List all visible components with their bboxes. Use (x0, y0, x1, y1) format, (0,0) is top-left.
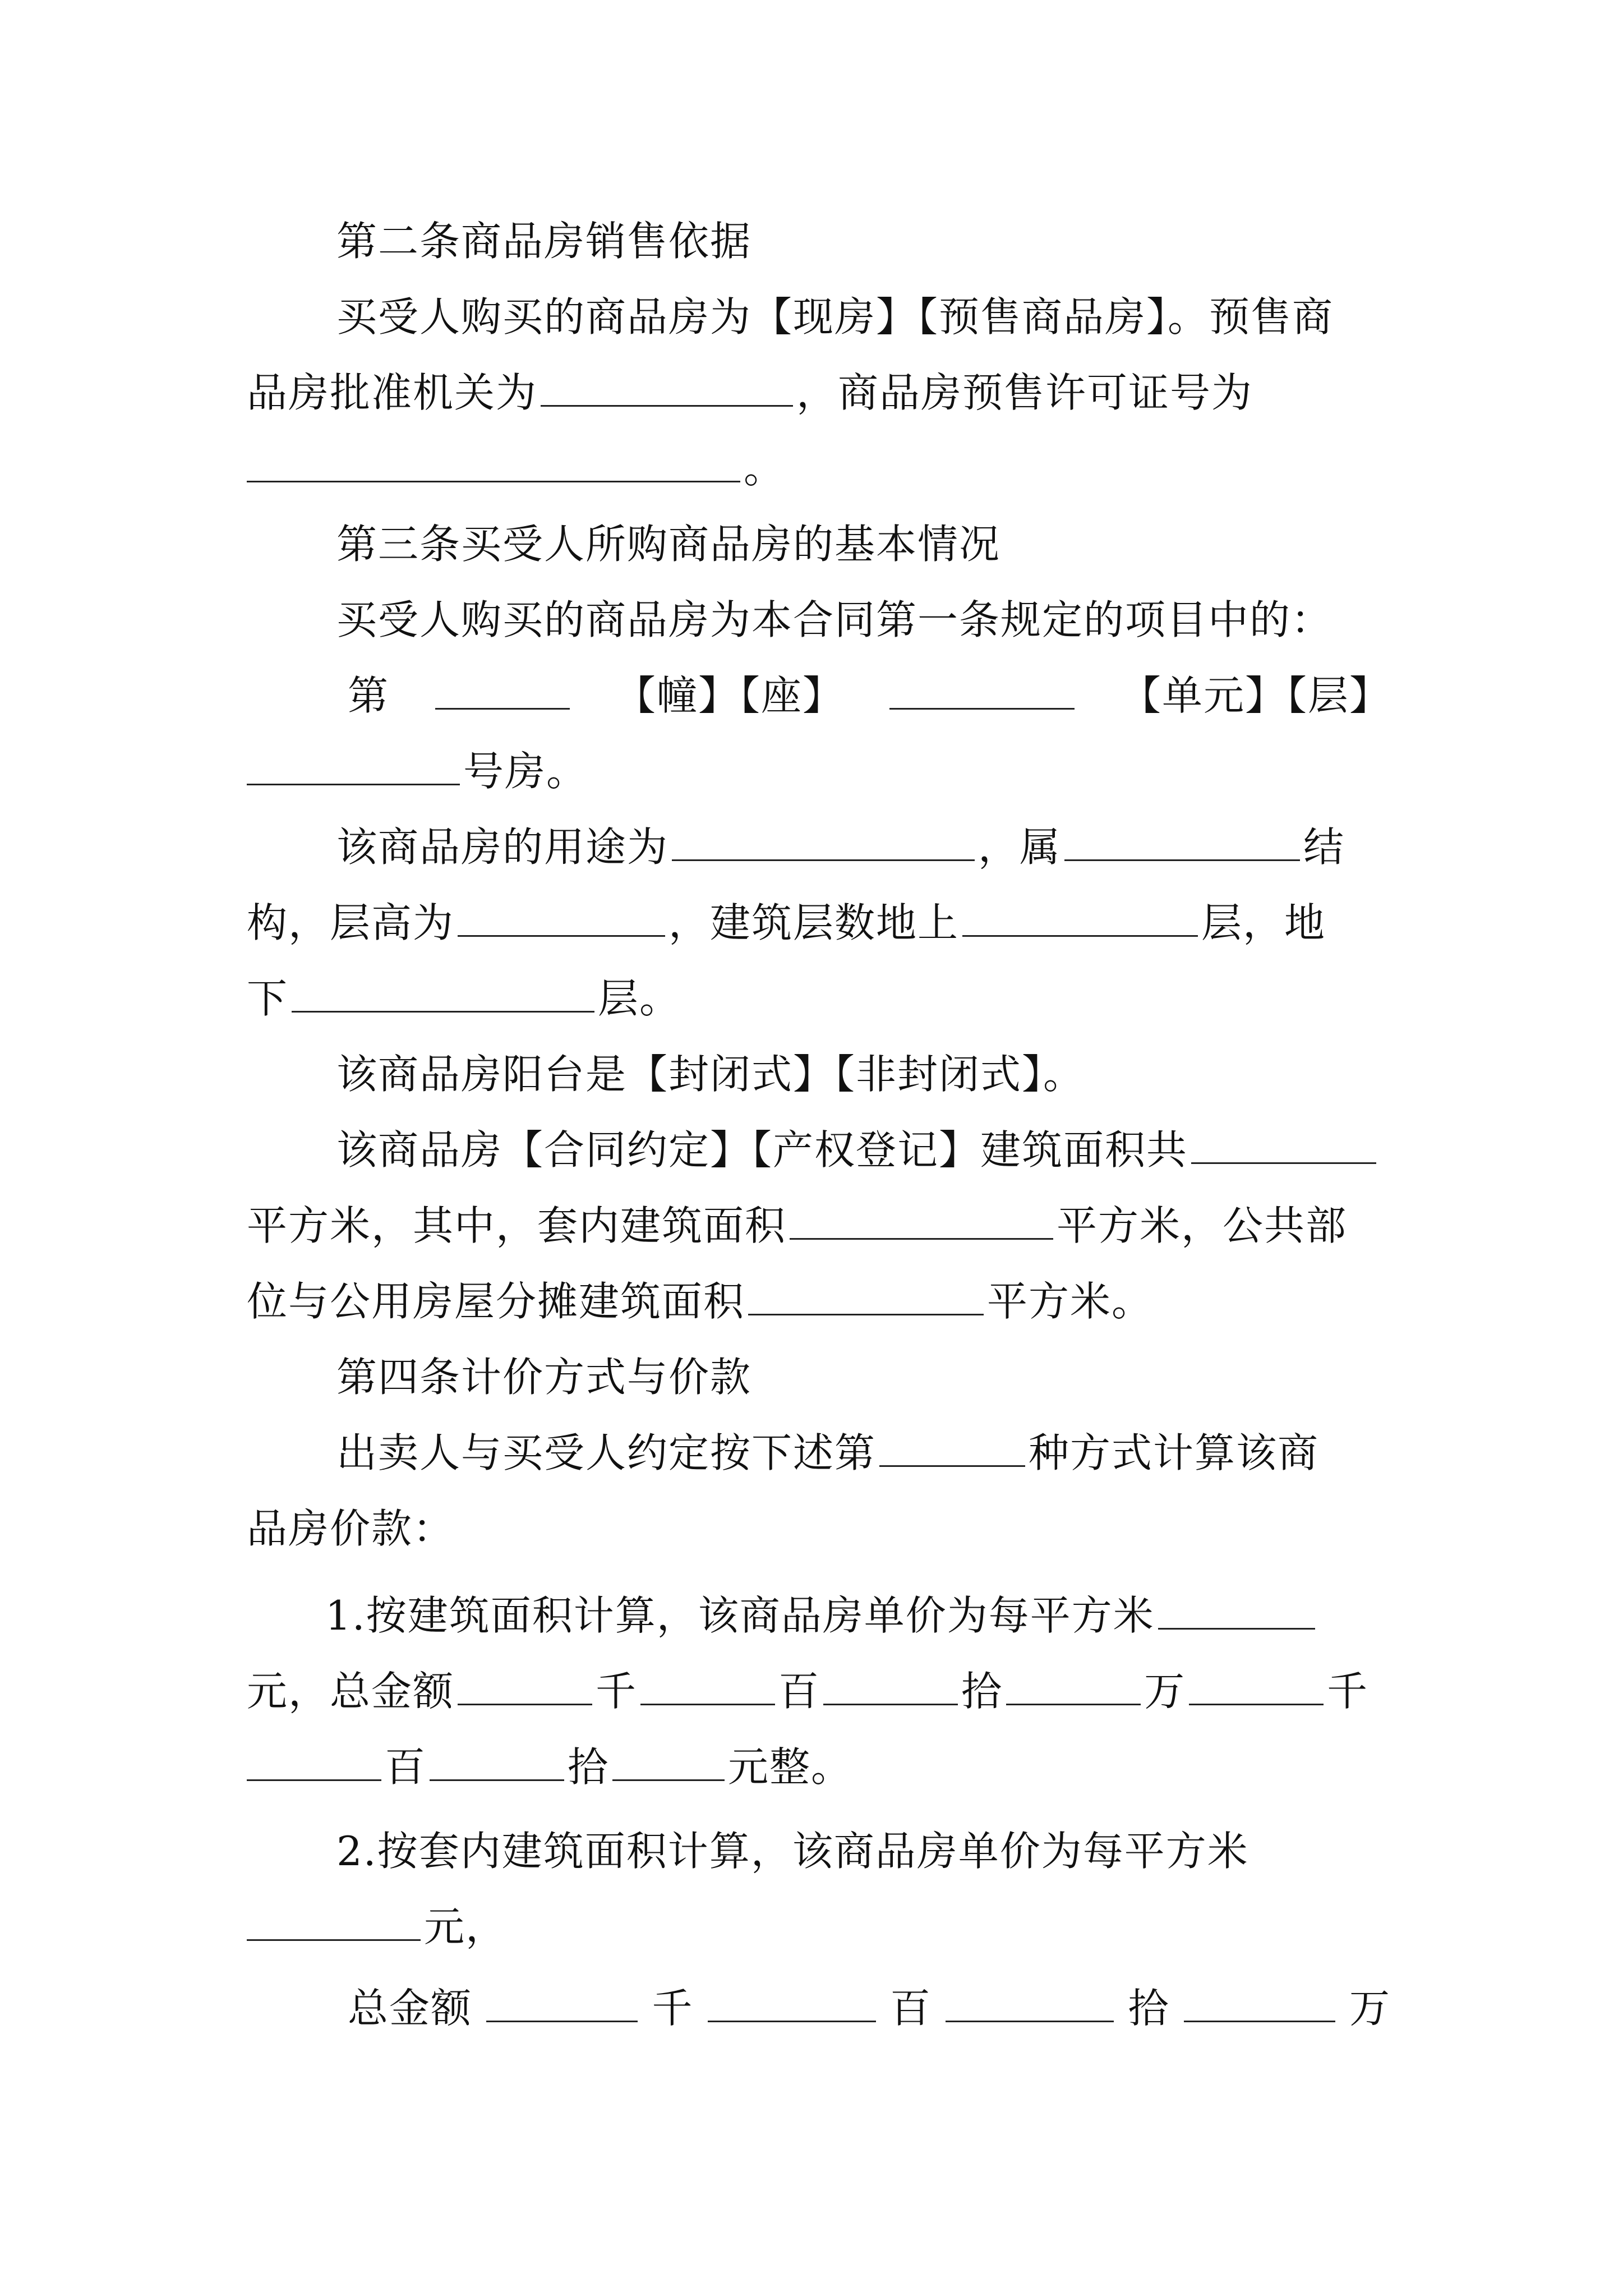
article-3-paragraph-line-4: 该商品房的用途为 ，属 结 (336, 813, 1345, 881)
article-4-paragraph-line-4: 元，总金额 千 百 拾 万 千 (247, 1658, 1368, 1725)
article-3-title: 第三条买受人所购商品房的基本情况 (336, 521, 1001, 568)
blank-total-area[interactable] (1191, 1117, 1376, 1164)
article-2-paragraph-line-1: 买受人购买的商品房为【现房】【预售商品房】。预售商 (336, 293, 1334, 341)
article-4-paragraph-line-2: 品房价款： (247, 1505, 455, 1552)
article-4-paragraph-line-5: 百 拾 元整。 (247, 1733, 852, 1801)
blank-unit-no[interactable] (889, 663, 1075, 710)
article-4-paragraph-line-3: 1.按建筑面积计算，该商品房单价为每平方米 (325, 1582, 1318, 1649)
blank-amount-1-ten[interactable] (430, 1734, 564, 1781)
blank-room-no[interactable] (247, 739, 460, 785)
article-4-title: 第四条计价方式与价款 (336, 1354, 752, 1401)
article-4-paragraph-line-8: 总金额 千 百 拾 万 (348, 1975, 1391, 2042)
blank-approval-authority[interactable] (541, 360, 793, 407)
article-3-paragraph-line-7: 该商品房阳台是【封闭式】【非封闭式】。 (336, 1051, 1085, 1098)
blank-amount-1-ten-wan[interactable] (823, 1659, 958, 1705)
blank-inner-area[interactable] (790, 1193, 1053, 1240)
blank-unit-price-2[interactable] (247, 1894, 421, 1941)
blank-amount-1-thousand-wan[interactable] (458, 1659, 592, 1705)
article-4-paragraph-line-7: 元， (247, 1893, 507, 1961)
blank-amount-2-thousand-wan[interactable] (486, 1976, 638, 2022)
blank-floor-height[interactable] (458, 890, 665, 937)
blank-usage[interactable] (672, 815, 975, 861)
article-3-paragraph-line-3: 号房。 (247, 738, 588, 805)
article-2-paragraph-line-2: 品房批准机关为 ，商品房预售许可证号为 (247, 359, 1253, 426)
blank-amount-1-yuan[interactable] (612, 1734, 725, 1781)
article-2-paragraph-line-3: 。 (247, 435, 785, 502)
article-3-paragraph-line-6: 下 层。 (247, 965, 681, 1032)
article-4-paragraph-line-1: 出卖人与买受人约定按下述第 种方式计算该商 (336, 1419, 1319, 1487)
blank-structure[interactable] (1064, 815, 1300, 861)
article-3-paragraph-line-10: 位与公用房屋分摊建筑面积 平方米。 (247, 1268, 1153, 1335)
article-4-paragraph-line-6: 2.按套内建筑面积计算，该商品房单价为每平方米 (336, 1828, 1249, 1875)
blank-floors-above[interactable] (962, 890, 1198, 937)
blank-amount-1-wan[interactable] (1006, 1659, 1141, 1705)
blank-amount-2-hundred-wan[interactable] (708, 1976, 876, 2022)
article-3-paragraph-line-9: 平方米，其中，套内建筑面积 平方米，公共部 (247, 1192, 1347, 1259)
blank-amount-1-hundred-wan[interactable] (640, 1659, 775, 1705)
blank-presale-permit-no[interactable] (247, 436, 740, 482)
blank-amount-1-thousand[interactable] (1189, 1659, 1324, 1705)
blank-amount-2-ten-wan[interactable] (946, 1976, 1114, 2022)
article-3-paragraph-line-1: 买受人购买的商品房为本合同第一条规定的项目中的： (336, 596, 1333, 643)
blank-floors-below[interactable] (292, 966, 594, 1013)
article-3-paragraph-line-5: 构，层高为 ，建筑层数地上 层，地 (247, 889, 1326, 956)
blank-pricing-method[interactable] (879, 1420, 1025, 1467)
blank-unit-price-1[interactable] (1158, 1583, 1315, 1630)
blank-building-no[interactable] (435, 663, 570, 710)
blank-shared-area[interactable] (748, 1269, 984, 1315)
blank-amount-1-hundred[interactable] (247, 1734, 381, 1781)
article-3-paragraph-line-2: 第 【幢】【座】 【单元】【层】 (348, 662, 1391, 729)
article-2-title: 第二条商品房销售依据 (336, 218, 752, 265)
blank-amount-2-wan[interactable] (1184, 1976, 1335, 2022)
article-3-paragraph-line-8: 该商品房【合同约定】【产权登记】建筑面积共 (336, 1116, 1380, 1184)
